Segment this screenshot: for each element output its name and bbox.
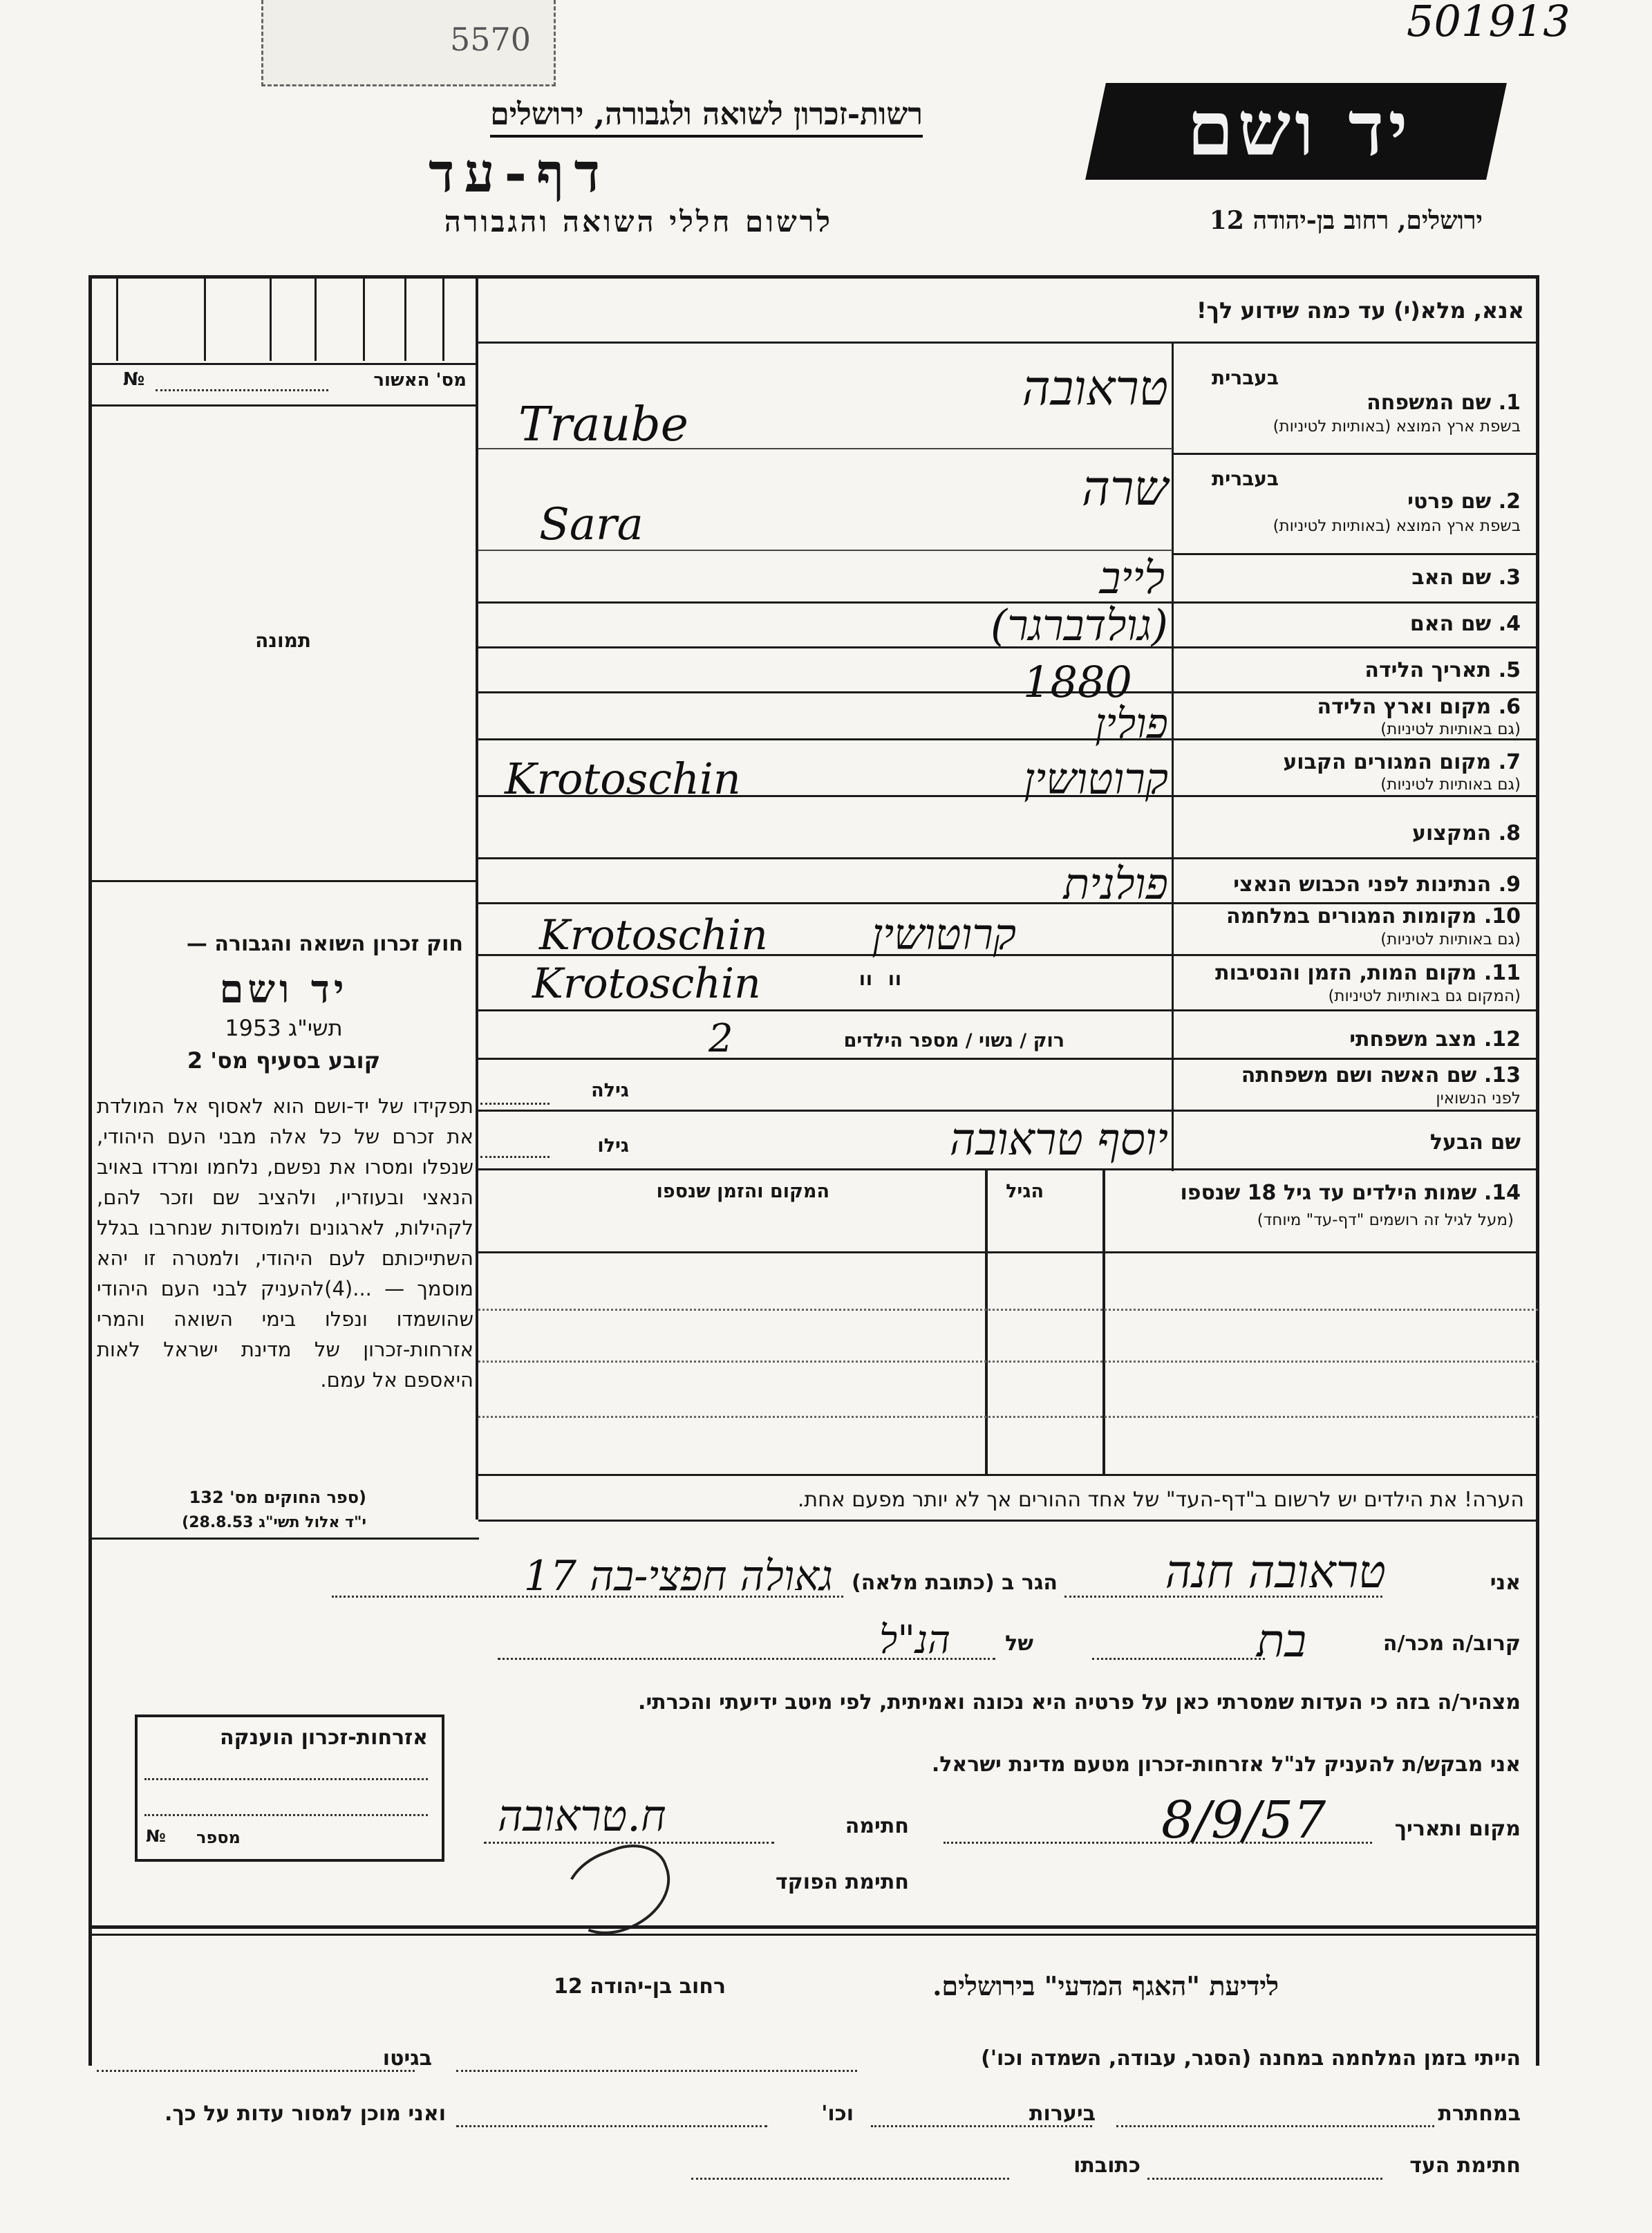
field-7-sub: (גם באותיות לטיניות)	[1380, 776, 1521, 794]
witness-lives-label: הגר ב (כתובת מלאה)	[851, 1571, 1058, 1595]
officer-label: חתימת הפוקד	[776, 1870, 909, 1894]
field-12-children-count[interactable]: 2	[708, 1016, 733, 1061]
witness-declaration: מצהיר/ה בזה כי העדות שמסרתי כאן על פרטיה היא נכונה ואמיתית, לפי מיטב ידיעתי והכרתי.	[638, 1690, 1521, 1715]
law-title: חוק זכרון השואה והגבורה —	[186, 932, 463, 956]
footer-line1-a: הייתי בזמן המלחמה במחנה (הסגר, עבודה, השמדה וכו')	[981, 2046, 1521, 2071]
children-col-age: הגיל	[1006, 1181, 1044, 1202]
footer-line2-b: ביערות	[1029, 2102, 1096, 2126]
field-5-value[interactable]: 1880	[1023, 657, 1132, 707]
footer-ghetto-field[interactable]	[97, 2070, 415, 2072]
footer-signature-field[interactable]	[1147, 2178, 1382, 2180]
field-3-label: 3. שם האב	[1411, 566, 1521, 590]
citizenship-box	[135, 1715, 444, 1862]
witness-date[interactable]: 8/9/57	[1161, 1791, 1326, 1850]
field-9-label: 9. הנתינות לפני הכבוש הנאצי	[1233, 872, 1521, 897]
field-11-value-lat[interactable]: Krotoschin	[532, 960, 761, 1008]
field-10-value-heb[interactable]: קרוטושין	[872, 909, 1016, 960]
field-2-heb-tag: בעברית	[1211, 467, 1279, 490]
witness-address[interactable]: גאולה חפצי-בה 17	[523, 1552, 833, 1600]
field-2-value-heb[interactable]: שרה	[1082, 460, 1168, 516]
field-11-value-heb[interactable]: " "	[857, 968, 903, 1011]
field-3-value[interactable]: לייב	[1099, 553, 1165, 604]
field-4-value[interactable]: (גולדברגר)	[991, 600, 1168, 651]
field-6-sub: (גם באותיות לטיניות)	[1380, 720, 1521, 738]
footer-address: רחוב בן-יהודה 12	[554, 1974, 726, 1999]
children-label: 14. שמות הילדים עד גיל 18 שנספו	[1180, 1181, 1521, 1205]
law-ref-1: (ספר החוקים מס' 132	[189, 1488, 366, 1507]
footer-line2-d: ואני מוכן למסור עדות על כך.	[165, 2102, 446, 2126]
field-4-label: 4. שם האם	[1409, 612, 1521, 636]
approval-no-label: מס' האשור	[373, 370, 467, 391]
witness-relation-field[interactable]	[1092, 1658, 1265, 1660]
form-title: דף-עד	[429, 142, 610, 205]
witness-relation[interactable]: בת	[1256, 1614, 1306, 1667]
archive-number: 501913	[1407, 0, 1570, 46]
citizenship-no-mark: №	[146, 1826, 166, 1846]
field-5-label: 5. תאריך הלידה	[1364, 658, 1521, 682]
law-ref-2: י"ד אלול תשי"ג 28.8.53)	[182, 1514, 366, 1531]
children-sub: (מעל לגיל זה רושמים "דף-עד" מיוחד)	[1257, 1211, 1514, 1229]
witness-signature[interactable]: ח.טראובה	[498, 1791, 666, 1841]
husband-label: שם הבעל	[1429, 1130, 1521, 1155]
field-11-sub: (המקום גם באותיות לטיניות)	[1328, 987, 1521, 1005]
field-13-age-label: גילה	[591, 1080, 629, 1101]
citizenship-number-label: מספר	[196, 1828, 241, 1847]
footer-etc-field[interactable]	[456, 2125, 767, 2127]
witness-of-value[interactable]: הנ"ל	[879, 1618, 950, 1663]
field-6-label: 6. מקום וארץ הלידה	[1317, 695, 1521, 719]
yad-vashem-logo-text: יד ושם	[1187, 86, 1412, 173]
citizenship-title: אזרחות-זכרון הוענקה	[219, 1726, 428, 1750]
field-13-label: 13. שם האשה ושם משפחתה	[1241, 1063, 1521, 1087]
archive-stamp	[261, 0, 556, 86]
law-text: תפקידו של יד-ושם הוא לאסוף אל המולדת את זכרם של כל אלה מבני העם היהודי, שנפלו ומסרו את נפשם, נלחמו ומרדו באויב הנאצי ובעוזריו, ולהציב שם וזכר להם, לקהילות, לארגונים ולמוסדות שנחרבו בגלל השתייכותם לעם היהודי, ולמטרה זו יהא מוסמך — ...(4)להעניק לבני העם היהודי שהושמדו ונפלו בימי השואה והמרי אזרחות-זכרון של מדינת ישראל לאות היאספם אל עמם.	[97, 1094, 473, 1392]
field-10-value-lat[interactable]: Krotoschin	[539, 911, 768, 960]
signature-field[interactable]	[484, 1842, 774, 1844]
footer-title: לידיעת "האגף המדעי" בירושלים.	[932, 1970, 1279, 2001]
frame-right	[1536, 275, 1539, 2066]
officer-signature-mark	[553, 1833, 684, 1947]
field-2-label: 2. שם פרטי	[1407, 489, 1521, 514]
field-10-label: 10. מקומות המגורים במלחמה	[1226, 904, 1521, 928]
law-section: קובע בסעיף מס' 2	[187, 1047, 381, 1074]
field-9-value[interactable]: פולנית	[1063, 859, 1168, 909]
law-name: יד ושם	[219, 966, 348, 1012]
children-row-1[interactable]	[478, 1309, 1538, 1311]
field-13-sub: לפני הנשואין	[1436, 1090, 1521, 1108]
field-2-sub: בשפת ארץ המוצא (באותיות לטיניות)	[1273, 517, 1521, 535]
footer-line2-a: במחתרת	[1438, 2102, 1521, 2126]
field-1-value-lat[interactable]: Traube	[518, 398, 688, 452]
footer-camp-field[interactable]	[456, 2070, 857, 2072]
field-8-label: 8. המקצוע	[1411, 821, 1521, 845]
stamp-number: 5570	[450, 21, 532, 58]
citizenship-line-2[interactable]	[144, 1814, 428, 1816]
footer-line2-c: וכו'	[821, 2102, 854, 2126]
field-12-status-options: רוק / נשוי / מספר הילדים	[843, 1030, 1064, 1052]
photo-label: תמונה	[255, 629, 311, 652]
children-row-3[interactable]	[478, 1416, 1538, 1418]
husband-age-label: גילו	[597, 1135, 629, 1157]
field-1-sub: בשפת ארץ המוצא (באותיות לטיניות)	[1273, 418, 1521, 436]
witness-relative-label: קרוב/ה מכר/ה	[1382, 1632, 1521, 1656]
law-year: תשי"ג 1953	[225, 1015, 343, 1041]
intro-text: אנא, מלא(י) עד כמה שידוע לך!	[1196, 297, 1524, 324]
field-6-value[interactable]: פולין	[1095, 700, 1168, 748]
citizenship-line-1[interactable]	[144, 1778, 428, 1780]
field-10-sub: (גם באותיות לטיניות)	[1380, 931, 1521, 949]
witness-request: אני מבקש/ת להעניק לנ"ל אזרחות-זכרון מטעם מדינת ישראל.	[931, 1753, 1521, 1777]
sidebar-divider	[476, 275, 478, 1520]
witness-of-label: של	[1005, 1632, 1033, 1656]
frame-top	[88, 275, 1539, 279]
field-7-label: 7. מקום המגורים הקבוע	[1283, 750, 1521, 774]
witness-i-label: אני	[1490, 1571, 1521, 1595]
husband-age-field[interactable]	[480, 1156, 550, 1158]
org-address: ירושלים, רחוב בן-יהודה 12	[1209, 206, 1483, 235]
field-7-value-heb[interactable]: קרוטושין	[1024, 754, 1168, 804]
signature-label: חתימה	[845, 1814, 909, 1838]
footer-line3-a: חתימת העד	[1409, 2153, 1521, 2178]
footer-line1-b: בגיטו	[382, 2046, 432, 2071]
witness-name[interactable]: טראובה חנה	[1165, 1545, 1386, 1598]
frame-left	[88, 275, 92, 2066]
org-line: רשות-זכרון לשואה ולגבורה, ירושלים	[490, 97, 923, 138]
approval-no-mark: №	[123, 369, 145, 390]
footer-line3-b: כתובתו	[1073, 2153, 1141, 2178]
field-1-label: 1. שם המשפחה	[1367, 391, 1521, 415]
label-column-divider	[1172, 342, 1174, 1171]
field-13-age-field[interactable]	[480, 1103, 550, 1105]
children-col-place: המקום והזמן שנספו	[656, 1181, 829, 1202]
footer-forests-field[interactable]	[871, 2125, 1092, 2127]
field-2-value-lat[interactable]: Sara	[539, 499, 644, 550]
field-11-label: 11. מקום המות, הזמן והנסיבות	[1215, 961, 1521, 985]
field-1-heb-tag: בעברית	[1211, 366, 1279, 389]
field-1-value-heb[interactable]: טראובה	[1022, 359, 1168, 416]
footer-underground-field[interactable]	[1116, 2125, 1434, 2127]
intro-underline	[476, 342, 1537, 344]
form-subtitle: לרשום חללי השואה והגבורה	[444, 205, 833, 239]
field-7-value-lat[interactable]: Krotoschin	[505, 754, 741, 804]
approval-no-field[interactable]	[156, 389, 328, 391]
note-text: הערה! את הילדים יש לרשום ב"דף-העד" של אחד ההורים אך לא יותר מפעם אחת.	[797, 1488, 1524, 1512]
place-date-label: מקום ותאריך	[1394, 1817, 1521, 1841]
husband-value[interactable]: יוסף טראובה	[949, 1114, 1168, 1166]
children-row-2[interactable]	[478, 1361, 1538, 1363]
field-12-label: 12. מצב משפחתי	[1349, 1027, 1521, 1052]
footer-address-field[interactable]	[691, 2178, 1009, 2180]
